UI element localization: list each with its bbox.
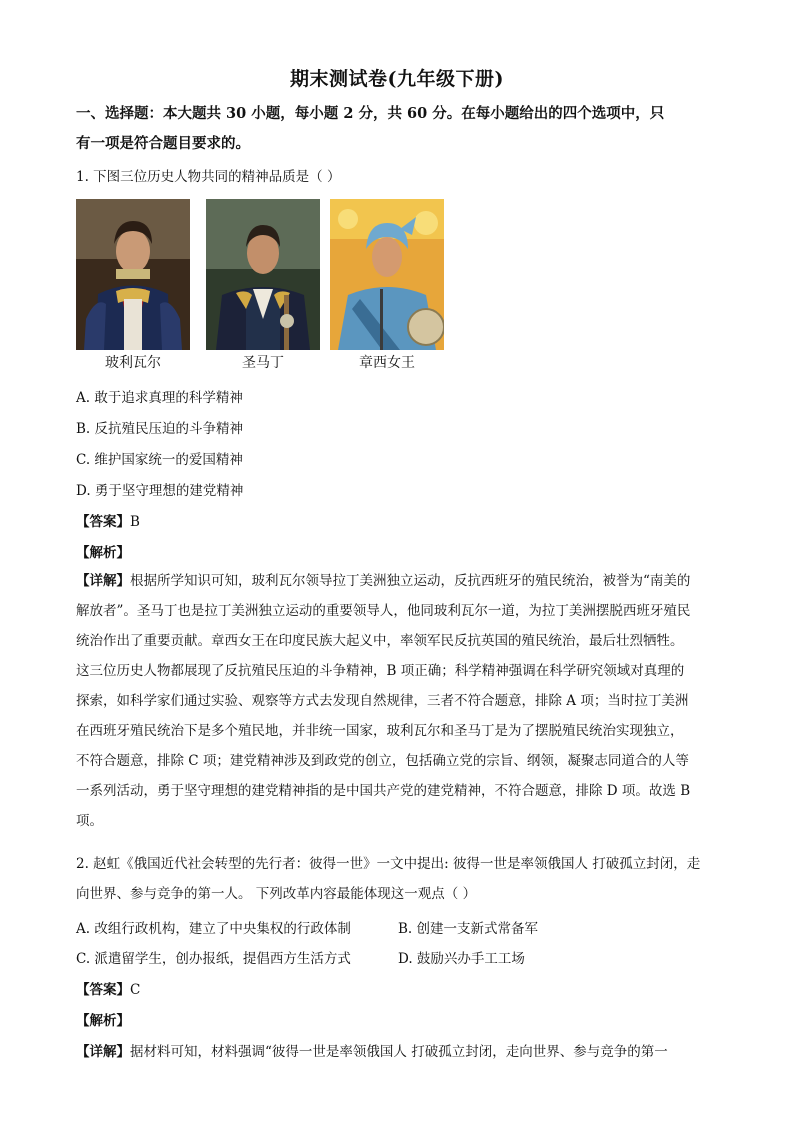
analysis-label: 【解析】 [76, 545, 130, 561]
detail-label: 【详解】 [76, 573, 130, 589]
question-2-stem [76, 849, 722, 909]
detail-line: 不符合题意，排除 C 项；建党精神涉及到政党的创立，包括确立党的宗旨、纲领，凝聚志同道合的人等 [76, 753, 689, 769]
detail-line: 在西班牙殖民统治下是多个殖民地，并非统一国家，玻利瓦尔和圣马丁是为了摆脱殖民统治实现独立， [76, 723, 684, 739]
detail-line: 项。 [76, 813, 103, 829]
detail-text: 根据所学知识可知，玻利瓦尔领导拉丁美洲独立运动，反抗西班牙的殖民统治，被誉为“南美的 [130, 573, 691, 589]
section-heading [76, 99, 736, 159]
detail-text: 据材料可知，材料强调“彼得一世是率领俄国人 打破孤立封闭，走向世界、参与竞争的第一 [130, 1044, 668, 1060]
q2-option-c: C. 派遣留学生，创办报纸，提倡西方生活方式 [76, 951, 351, 967]
portrait-san-martin-image [206, 199, 320, 350]
analysis-label: 【解析】 [76, 1013, 130, 1029]
section-heading-line-2: 有一项是符合题目要求的。 [76, 135, 250, 152]
answer-value: B [130, 514, 140, 530]
figure-caption-bolivar: 玻利瓦尔 [105, 355, 161, 371]
q1-option-c: C. 维护国家统一的爱国精神 [76, 452, 243, 468]
q1-analysis-label [76, 541, 130, 561]
q2-stem-line-1: 2. 赵虹《俄国近代社会转型的先行者：彼得一世》一文中提出: 彼得一世是率领俄国人 打破孤立封闭，走 [76, 856, 701, 872]
q2-analysis-label [76, 1009, 130, 1029]
figure-caption-san-martin: 圣马丁 [242, 355, 284, 371]
answer-label: 【答案】 [76, 982, 130, 998]
q2-option-b: B. 创建一支新式常备军 [398, 921, 539, 937]
q1-option-b: B. 反抗殖民压迫的斗争精神 [76, 421, 244, 437]
q1-answer [76, 510, 140, 530]
detail-line: 统治作出了重要贡献。章西女王在印度民族大起义中，率领军民反抗英国的殖民统治，最后壮烈牺牲。 [76, 633, 684, 649]
portrait-bolivar-image [76, 199, 190, 350]
answer-label: 【答案】 [76, 514, 130, 530]
detail-label: 【详解】 [76, 1044, 130, 1060]
detail-line: 这三位历史人物都展现了反抗殖民压迫的斗争精神，B 项正确；科学精神强调在科学研究领域对真理的 [76, 663, 685, 679]
q2-option-d: D. 鼓励兴办手工工场 [398, 951, 525, 967]
q1-detail [76, 566, 722, 836]
detail-line: 解放者”。圣马丁也是拉丁美洲独立运动的重要领导人，他同玻利瓦尔一道，为拉丁美洲摆脱西班牙殖民 [76, 603, 691, 619]
figure-caption-rani: 章西女王 [359, 355, 415, 371]
portrait-rani-of-jhansi-image [330, 199, 444, 350]
q2-option-a: A. 改组行政机构，建立了中央集权的行政体制 [76, 921, 351, 937]
q2-stem-line-2: 向世界、参与竞争的第一人。 下列改革内容最能体现这一观点（ ） [76, 886, 477, 902]
q2-detail [76, 1040, 668, 1060]
detail-line: 一系列活动，勇于坚守理想的建党精神指的是中国共产党的建党精神，不符合题意，排除 D 项。故选 B [76, 783, 691, 799]
page-title: 期末测试卷(九年级下册) [290, 68, 504, 90]
question-1-stem: 1. 下图三位历史人物共同的精神品质是（ ） [76, 169, 341, 185]
detail-line: 探索，如科学家们通过实验、观察等方式去发现自然规律，三者不符合题意，排除 A 项；当时拉丁美洲 [76, 693, 689, 709]
q1-option-d: D. 勇于坚守理想的建党精神 [76, 483, 244, 499]
detail-line [76, 566, 722, 596]
answer-value: C [130, 982, 141, 998]
q1-option-a: A. 敢于追求真理的科学精神 [76, 390, 243, 406]
q2-answer [76, 978, 140, 998]
section-heading-line-1: 一、选择题：本大题共 30 小题，每小题 2 分，共 60 分。在每小题给出的四个选项中，只 [76, 105, 665, 122]
